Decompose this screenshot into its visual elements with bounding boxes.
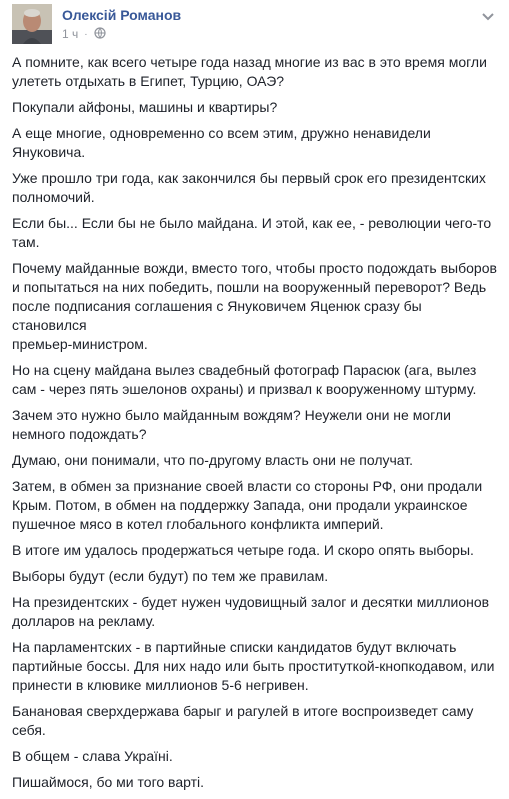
post-paragraph: Выборы будут (если будут) по тем же правилам.	[12, 568, 329, 584]
author-name[interactable]: Олексій Романов	[62, 7, 182, 23]
post-paragraph: Но на сцену майдана вылез свадебный фотограф Парасюк (ага, вылез сам - через пять эшелонов охраны) и призвал к вооруженному штурму.	[12, 362, 477, 397]
post-paragraph: Почему майданные вожди, вместо того, чтобы просто подождать выборов и попытаться на них победить, пошли на вооруженный переворот? Ведь после подписания соглашения с Януковичем Яценюк сразу бы становился премьер-министром.	[12, 260, 497, 352]
post-paragraph: Уже прошло три года, как закончился бы первый срок его президентских полномочий.	[12, 170, 486, 205]
post-time[interactable]: 1 ч	[62, 27, 79, 41]
post-paragraph: Зачем это нужно было майданным вождям? Неужели они не могли немного подождать?	[12, 407, 451, 442]
meta-separator: ·	[84, 28, 88, 40]
post-paragraph: На президентских - будет нужен чудовищный залог и десятки миллионов долларов на рекламу.	[12, 594, 490, 629]
post-paragraph: Если бы... Если бы не было майдана. И этой, как ее, - революции чего-то там.	[12, 215, 492, 250]
post-paragraph: Покупали айфоны, машины и квартиры?	[12, 99, 278, 115]
post-paragraph: Затем, в обмен за признание своей власти со стороны РФ, они продали Крым. Потом, в обмен на поддержку Запада, они продали украинское пушечное мясо в котел глобального конфликта империй.	[12, 478, 483, 532]
post-paragraph: В итоге им удалось продержаться четыре года. И скоро опять выборы.	[12, 542, 474, 558]
post-paragraph: Банановая сверхдержава барыг и рагулей в итоге воспроизведет саму себя.	[12, 703, 474, 738]
post-meta	[62, 27, 106, 41]
post-paragraph: Пишаймося, бо ми того варті.	[12, 774, 204, 790]
post-paragraph: Думаю, они понимали, что по-другому власть они не получат.	[12, 452, 414, 468]
avatar-photo	[12, 4, 52, 44]
post-body	[12, 53, 500, 799]
post-paragraph: А помните, как всего четыре года назад многие из вас в это время могли улететь отдыхать в Египет, Турцию, ОАЭ?	[12, 54, 487, 89]
post-paragraph: В общем - слава Україні.	[12, 748, 173, 764]
post-header	[12, 4, 497, 44]
post-paragraph: А еще многие, одновременно со всем этим, дружно ненавидели Януковича.	[12, 125, 431, 160]
globe-icon[interactable]	[94, 27, 106, 42]
post-paragraph: На парламентских - в партийные списки кандидатов будут включать партийные боссы. Для них надо или быть проституткой-кнопкодавом, или принести в клювике миллионов 5-6 негривен.	[12, 639, 495, 693]
avatar[interactable]	[12, 4, 52, 44]
chevron-down-icon[interactable]	[479, 10, 497, 24]
